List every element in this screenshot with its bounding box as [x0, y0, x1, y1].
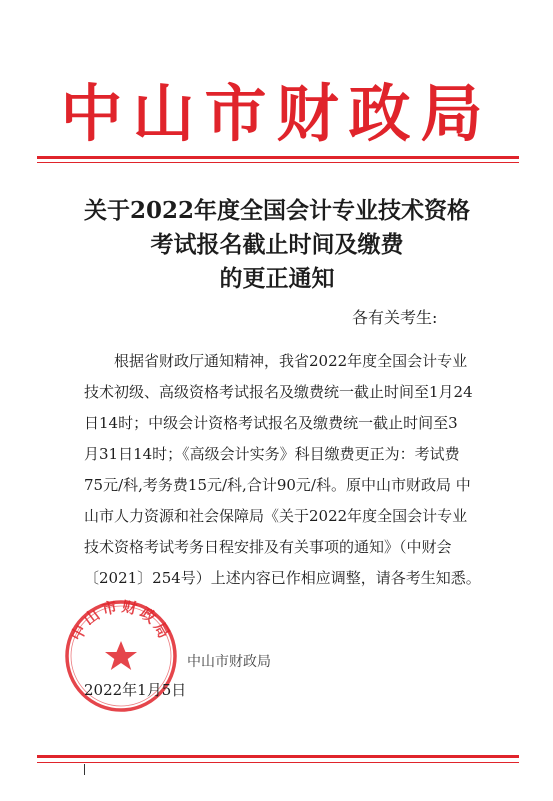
header-rule-thin	[37, 162, 519, 163]
header-rule-thick	[37, 156, 519, 159]
issuer-masthead: 中山市财政局	[60, 77, 493, 150]
body-line: 〔2021〕254号）上述内容已作相应调整，请各考生知悉。	[84, 569, 481, 587]
document-title	[60, 194, 494, 296]
svg-text:中山市财政局	[67, 597, 174, 643]
body-line: 技术资格考试考务日程安排及有关事项的通知》（中财会	[84, 538, 452, 556]
title-line: 考试报名截止时间及缴费	[150, 231, 404, 258]
signer-name: 中山市财政局	[187, 654, 271, 670]
issue-date: 2022年1月5日	[84, 681, 187, 699]
body-line: 技术初级、高级资格考试报名及缴费统一截止时间至1月24	[84, 383, 473, 401]
footer-rule-thin	[37, 762, 519, 763]
title-line: 关于2022年度全国会计专业技术资格	[83, 197, 470, 224]
salutation: 各有关考生:	[352, 308, 438, 327]
body-line: 日14时；中级会计资格考试报名及缴费统一截止时间至3	[84, 414, 458, 432]
body-paragraph	[84, 346, 504, 594]
page-mark	[84, 764, 85, 775]
footer-rule-thick	[37, 755, 519, 758]
star-icon	[105, 641, 137, 670]
title-line: 的更正通知	[219, 265, 335, 292]
body-line: 山市人力资源和社会保障局《关于2022年度全国会计专业	[84, 507, 468, 525]
body-line: 月31日14时；《高级会计实务》科目缴费更正为：考试费	[84, 445, 460, 463]
body-line: 根据省财政厅通知精神，我省2022年度全国会计专业	[114, 352, 468, 370]
seal-text: 中山市财政局	[67, 597, 175, 644]
body-line: 75元/科,考务费15元/科,合计90元/科。原中山市财政局 中	[84, 476, 471, 494]
